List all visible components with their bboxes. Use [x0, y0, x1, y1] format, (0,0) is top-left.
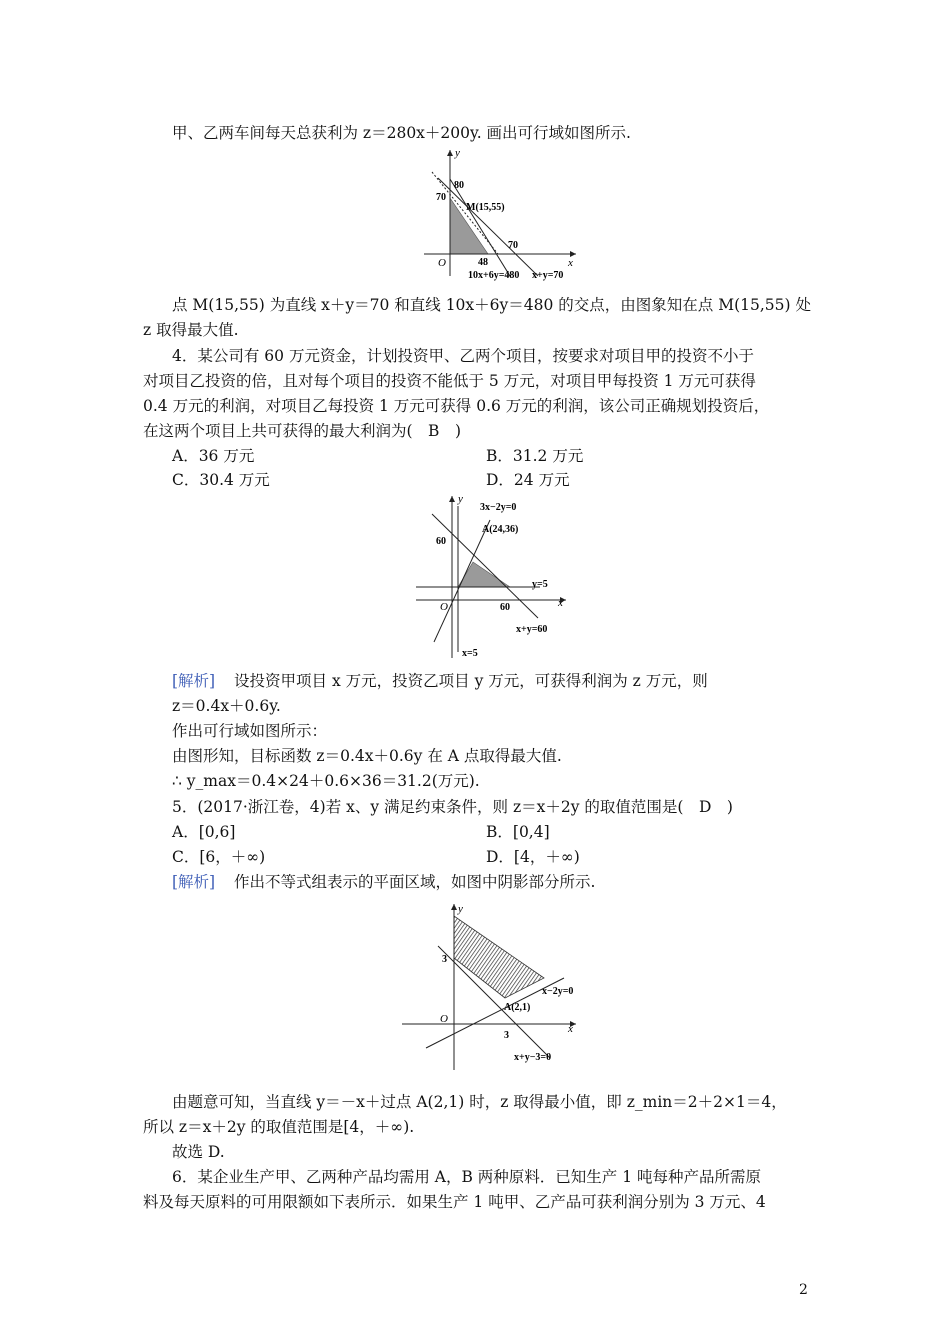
- origin-label: O: [440, 1013, 448, 1025]
- analysis-4-line: z＝0.4x＋0.6y.: [172, 697, 281, 715]
- y-label: y: [458, 493, 463, 505]
- question-6-line: 6．某企业生产甲、乙两种产品均需用 A，B 两种原料．已知生产 1 吨每种产品所需原: [172, 1168, 762, 1186]
- analysis-4-line: 作出可行域如图所示：: [172, 722, 328, 740]
- text-line: z 取得最大值.: [143, 321, 239, 339]
- tick-70-y: 70: [436, 192, 446, 203]
- tick-60-x: 60: [500, 602, 510, 613]
- label-x-2y-0: x−2y=0: [542, 986, 574, 997]
- tick-48: 48: [478, 257, 488, 268]
- analysis-4-line: ∴ y_max＝0.4×24＋0.6×36＝31.2(万元).: [172, 772, 480, 790]
- option-d: D．24 万元: [486, 471, 570, 489]
- option-b: B．[0,4]: [486, 823, 550, 841]
- label-x-plus-y-3-0: x+y−3=0: [514, 1052, 552, 1063]
- option-b: B．31.2 万元: [486, 447, 584, 465]
- shaded-region: [454, 916, 544, 998]
- tick-3-x: 3: [504, 1030, 509, 1041]
- option-c: C．[6，＋∞): [172, 848, 266, 866]
- y-label: y: [458, 903, 463, 915]
- text-line: 甲、乙两车间每天总获利为 z＝280x＋200y. 画出可行域如图所示.: [172, 124, 631, 142]
- text-line: 点 M(15,55) 为直线 x＋y＝70 和直线 10x＋6y＝480 的交点，由图象知在点 M(15,55) 处: [172, 296, 811, 314]
- x-label: x: [568, 257, 573, 269]
- analysis-tag: [解析]: [172, 873, 216, 891]
- point-m-label: M(15,55): [466, 202, 505, 213]
- tick-80: 80: [454, 180, 464, 191]
- analysis-tag: [解析]: [172, 672, 216, 690]
- analysis-text: 作出不等式组表示的平面区域，如图中阴影部分所示.: [234, 873, 596, 891]
- page-number: 2: [799, 1282, 808, 1298]
- label-x-5: x=5: [462, 648, 478, 659]
- x-label: x: [558, 597, 563, 609]
- analysis-4-line: 由图形知，目标函数 z＝0.4x＋0.6y 在 A 点取得最大值.: [172, 747, 562, 765]
- option-c: C．30.4 万元: [172, 471, 270, 489]
- figure-feasible-region-1: [418, 144, 586, 284]
- x-label: x: [568, 1023, 573, 1035]
- option-d: D．[4，＋∞): [486, 848, 580, 866]
- label-x-plus-y-60: x+y=60: [516, 624, 548, 635]
- label-y-5: y=5: [532, 579, 548, 590]
- label-3x-2y-0: 3x−2y=0: [480, 502, 517, 513]
- analysis-5-line: 所以 z＝x＋2y 的取值范围是[4，＋∞).: [143, 1118, 415, 1136]
- point-a-label: A(24,36): [482, 524, 519, 535]
- origin-label: O: [440, 601, 448, 613]
- y-label: y: [455, 147, 460, 159]
- option-a: A．36 万元: [172, 447, 255, 465]
- figure-feasible-region-2: [412, 492, 574, 662]
- analysis-text: 设投资甲项目 x 万元，投资乙项目 y 万元，可获得利润为 z 万元，则: [234, 672, 708, 690]
- origin-label: O: [438, 257, 446, 269]
- option-a: A．[0,6]: [172, 823, 236, 841]
- point-a-label: A(2,1): [504, 1002, 531, 1013]
- analysis-5-line: [172, 872, 595, 892]
- analysis-4-line: [172, 671, 708, 691]
- analysis-5-line: 由题意可知，当直线 y＝－x＋过点 A(2,1) 时，z 取得最小值，即 z_min＝2＋2×1＝4，: [172, 1093, 787, 1111]
- question-4-line: 在这两个项目上共可获得的最大利润为( B ): [143, 422, 461, 440]
- question-4-line: 对项目乙投资的倍，且对每个项目的投资不能低于 5 万元，对项目甲每投资 1 万元可获得: [143, 372, 756, 390]
- figure-feasible-region-3: [398, 898, 588, 1074]
- tick-70-x: 70: [508, 240, 518, 251]
- label-10x-6y-480: 10x+6y=480: [468, 270, 520, 281]
- analysis-5-line: 故选 D.: [172, 1143, 225, 1161]
- question-4-line: 4．某公司有 60 万元资金，计划投资甲、乙两个项目，按要求对项目甲的投资不小于: [172, 347, 754, 365]
- tick-60-y: 60: [436, 536, 446, 547]
- tick-3-y: 3: [442, 954, 447, 965]
- question-4-line: 0.4 万元的利润，对项目乙每投资 1 万元可获得 0.6 万元的利润，该公司正确规划投资后，: [143, 397, 770, 415]
- question-5-line: 5．(2017·浙江卷，4)若 x、y 满足约束条件，则 z＝x＋2y 的取值范围是( D ): [172, 798, 733, 816]
- question-6-line: 料及每天原料的可用限额如下表所示．如果生产 1 吨甲、乙产品可获利润分别为 3 万元、4: [143, 1193, 766, 1211]
- label-x-plus-y-70: x+y=70: [532, 270, 564, 281]
